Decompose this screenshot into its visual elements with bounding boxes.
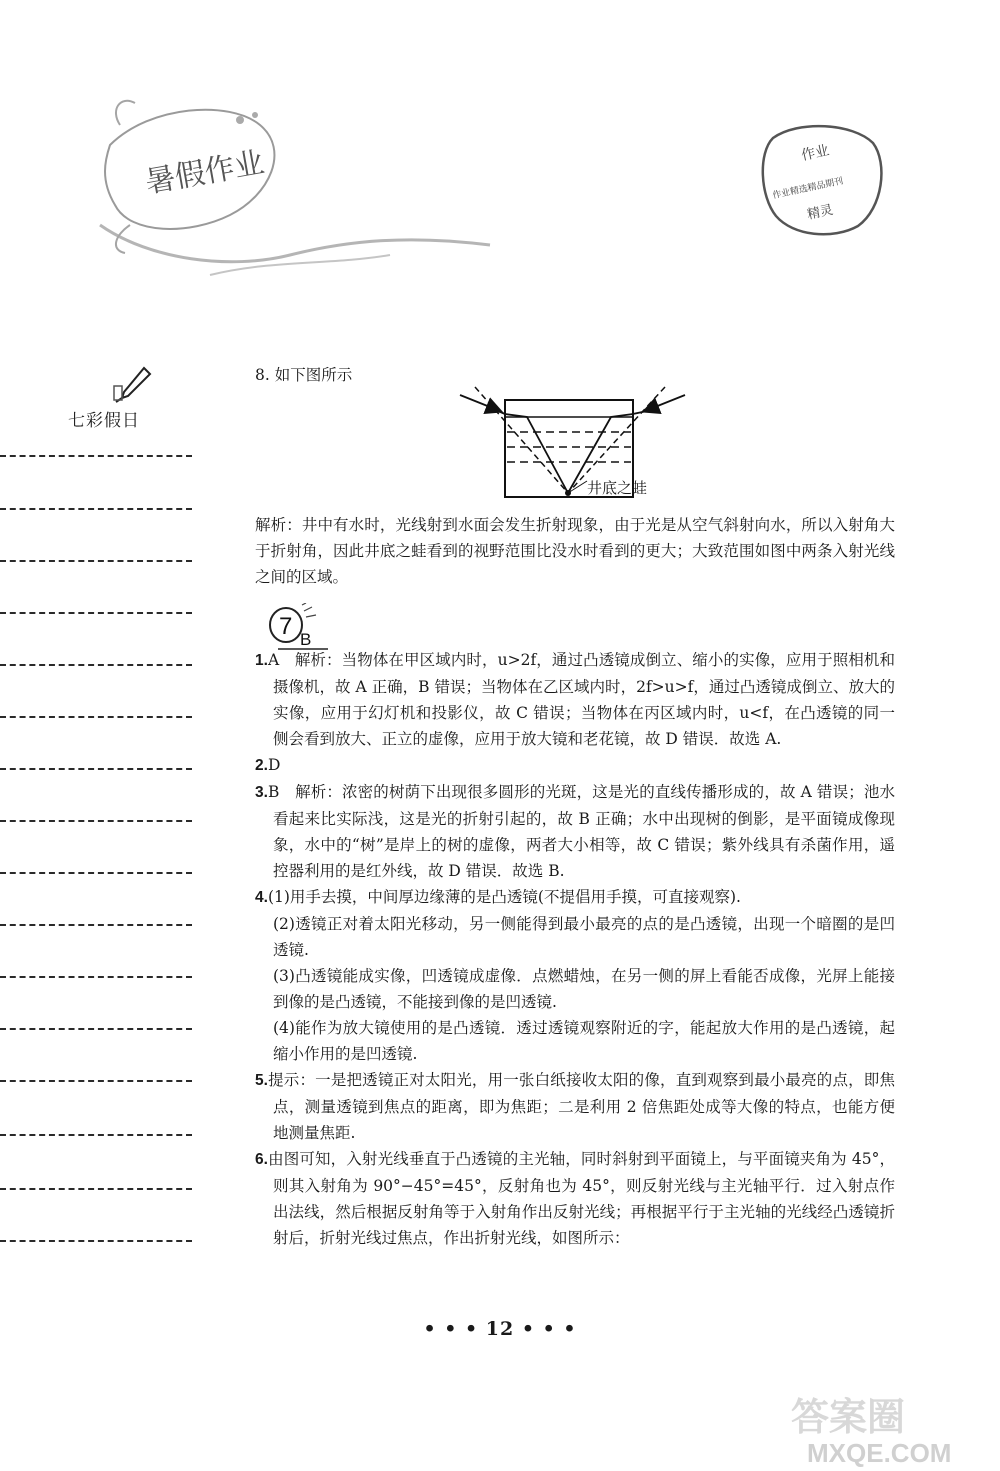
answer-text: (2)透镜正对着太阳光移动，另一侧能得到最小最亮的点的是凸透镜，出现一个暗圈的是凹透镜.	[273, 915, 895, 959]
note-line	[0, 1134, 192, 1136]
answer-text: 提示：一是把透镜正对太阳光，用一张白纸接收太阳的像，直到观察到最小最亮的点，即焦点，测量透镜到焦点的距离，即为焦距；二是利用 2 倍焦距处成等大像的特点，也能方便地测量焦距.	[267, 1071, 895, 1142]
answer-4-4	[255, 1015, 895, 1067]
answer-4-3	[255, 963, 895, 1015]
answer-number: 5.	[255, 1072, 268, 1089]
stamp-line-1: 作业	[799, 142, 831, 165]
section-day-badge	[268, 603, 328, 651]
note-line	[0, 872, 192, 874]
note-line	[0, 976, 192, 978]
answer-4-2	[255, 911, 895, 963]
stamp	[758, 118, 886, 238]
note-line	[0, 1028, 192, 1030]
note-line	[0, 664, 192, 666]
note-line	[0, 612, 192, 614]
answer-text: D	[267, 756, 281, 774]
answer-3	[255, 779, 895, 884]
day-letter: B	[300, 630, 312, 649]
note-line	[0, 1080, 192, 1082]
stamp-line-3: 精灵	[806, 202, 835, 223]
note-line	[0, 560, 192, 562]
answer-5	[255, 1067, 895, 1146]
q8-heading: 8. 如下图所示	[255, 366, 353, 384]
answer-1	[255, 647, 895, 752]
note-line	[0, 1240, 192, 1242]
watermark-text: 答案圈	[791, 1395, 906, 1439]
page-number: • • • 12 • • •	[423, 1318, 577, 1340]
answer-number: 2.	[255, 757, 268, 774]
answer-number: 6.	[255, 1151, 268, 1168]
q8-analysis: 解析：井中有水时，光线射到水面会发生折射现象，由于光是从空气斜射向水，所以入射角大于折射角，因此井底之蛙看到的视野范围比没水时看到的更大；大致范围如图中两条入射光线之间的区域。	[255, 516, 895, 586]
logo-text: 暑假作业	[142, 145, 267, 201]
answer-6	[255, 1146, 895, 1251]
day-number: 7	[279, 613, 293, 640]
answer-number: 1.	[255, 652, 268, 669]
answer-list	[255, 647, 895, 1251]
note-line	[0, 768, 192, 770]
note-line	[0, 924, 192, 926]
answer-text: 由图可知，入射光线垂直于凸透镜的主光轴，同时斜射到平面镜上，与平面镜夹角为 45°，则其入射角为 90°−45°=45°，反射角也为 45°，则反射光线与主光轴平行．过入射点作出法线，然后根据反射角等于入射角作出反射光线；再根据平行于主光轴的光线经凸透镜折射后，折射光线过焦点，作出折射光线，如图所示：	[267, 1150, 895, 1247]
note-line	[0, 820, 192, 822]
answer-number: 4.	[255, 889, 268, 906]
header-logo	[90, 85, 510, 285]
watermark-logo	[785, 1388, 995, 1468]
note-line	[0, 455, 192, 457]
note-line	[0, 508, 192, 510]
answer-text: (3)凸透镜能成实像，凹透镜成虚像．点燃蜡烛，在另一侧的屏上看能否成像，光屏上能接到像的是凸透镜，不能接到像的是凹透镜.	[273, 967, 895, 1011]
stamp-line-2: 作业精选精品期刊	[771, 176, 845, 202]
answer-2	[255, 752, 895, 779]
note-line	[0, 1188, 192, 1190]
figure-caption: 井底之蛙	[587, 479, 648, 497]
answer-text: (4)能作为放大镜使用的是凸透镜．透过透镜观察附近的字，能起放大作用的是凸透镜，起缩小作用的是凹透镜.	[273, 1019, 895, 1063]
pen-icon	[112, 366, 152, 406]
answer-number: 3.	[255, 784, 268, 801]
answer-text: (1)用手去摸，中间厚边缘薄的是凸透镜(不提倡用手摸，可直接观察).	[267, 888, 741, 906]
answer-text: B 解析：浓密的树荫下出现很多圆形的光斑，这是光的直线传播形成的，故 A 错误；池水看起来比实际浅，这是光的折射引起的，故 B 正确；水中出现树的倒影，是平面镜成像现象，水中的“树”是岸上的树的虚像，两者大小相等，故 C 错误；紫外线具有杀菌作用，遥控器利用的是红外线，故 D 错误．故选 B.	[267, 783, 895, 880]
well-refraction-diagram	[455, 385, 695, 500]
sidebar-label: 七彩假日	[68, 411, 140, 431]
answer-text: A 解析：当物体在甲区域内时，u>2f，通过凸透镜成倒立、缩小的实像，应用于照相机和摄像机，故 A 正确，B 错误；当物体在乙区域内时，2f>u>f，通过凸透镜成倒立、放大的实像，应用于幻灯机和投影仪，故 C 错误；当物体在丙区域内时，u<f，在凸透镜的同一侧会看到放大、正立的虚像，应用于放大镜和老花镜，故 D 错误．故选 A.	[267, 651, 895, 748]
answer-4-1	[255, 884, 895, 911]
watermark-url: MXQE.COM	[807, 1438, 952, 1468]
note-line	[0, 716, 192, 718]
